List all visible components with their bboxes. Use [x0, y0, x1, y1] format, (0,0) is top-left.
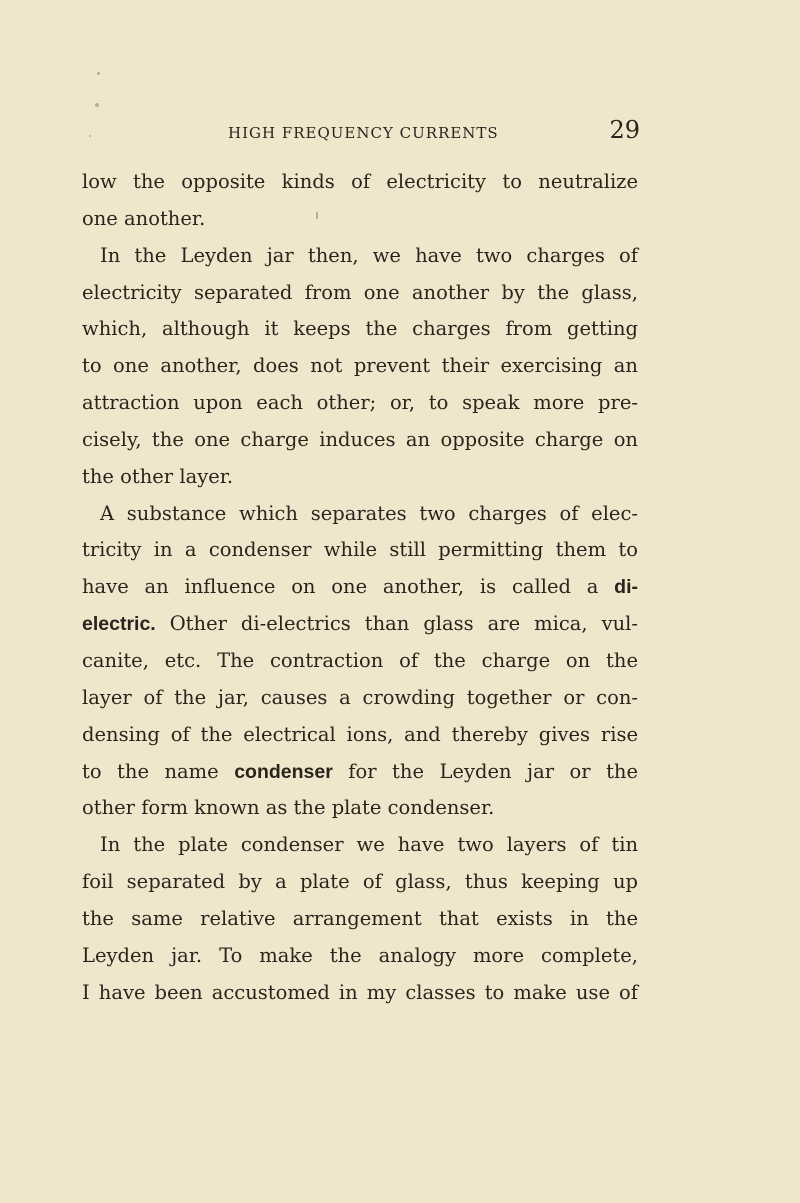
running-head [80, 116, 640, 148]
page-number: 29 [609, 116, 640, 144]
running-title: HIGH FREQUENCY CURRENTS [228, 124, 499, 142]
text-line: In the Leyden jar then, we have two charges of [100, 243, 638, 267]
line-text: have an influence on one another, is called a [82, 575, 615, 599]
text-line: Leyden jar. To make the analogy more complete, [82, 943, 638, 967]
text-line: the same relative arrangement that exists in the [82, 906, 638, 930]
paper-speck [97, 72, 100, 75]
line-text: Other di-electrics than glass are mica, vul- [155, 612, 638, 636]
text-line: other form known as the plate condenser. [82, 796, 495, 820]
text-line: In the plate condenser we have two layers of tin [100, 833, 638, 857]
text-line [82, 606, 638, 643]
line-text: to the name [82, 759, 235, 783]
bold-term-dielectric-end: electric. [82, 613, 156, 636]
text-line: densing of the electrical ions, and thereby gives rise [82, 722, 638, 746]
text-line: canite, etc. The contraction of the charge on the [82, 648, 638, 672]
paper-speck [316, 212, 318, 219]
text-line [82, 569, 638, 606]
bold-term-condenser: condenser [234, 760, 333, 783]
text-line: one another. [82, 206, 206, 230]
text-line [82, 754, 638, 791]
text-line: to one another, does not prevent their exercising an [82, 354, 638, 378]
text-line: foil separated by a plate of glass, thus keeping up [82, 870, 638, 894]
text-line: electricity separated from one another by the glass, [82, 280, 638, 304]
paper-speck [89, 135, 91, 137]
text-line: which, although it keeps the charges from getting [82, 317, 638, 341]
line-text: for the Leyden jar or the [332, 759, 639, 783]
text-line: low the opposite kinds of electricity to neutralize [82, 170, 638, 193]
text-line: I have been accustomed in my classes to make use of [82, 980, 638, 1004]
text-line: A substance which separates two charges of elec- [100, 501, 638, 525]
text-line: cisely, the one charge induces an opposite charge on [82, 427, 638, 451]
text-line: tricity in a condenser while still permitting them to [82, 538, 638, 562]
text-line: the other layer. [82, 464, 234, 488]
body-text [82, 164, 638, 1011]
bold-term-dielectric: di- [614, 576, 638, 599]
paper-speck [95, 103, 99, 107]
text-line: attraction upon each other; or, to speak more pre- [82, 391, 638, 415]
text-line: layer of the jar, causes a crowding together or con- [82, 685, 638, 709]
